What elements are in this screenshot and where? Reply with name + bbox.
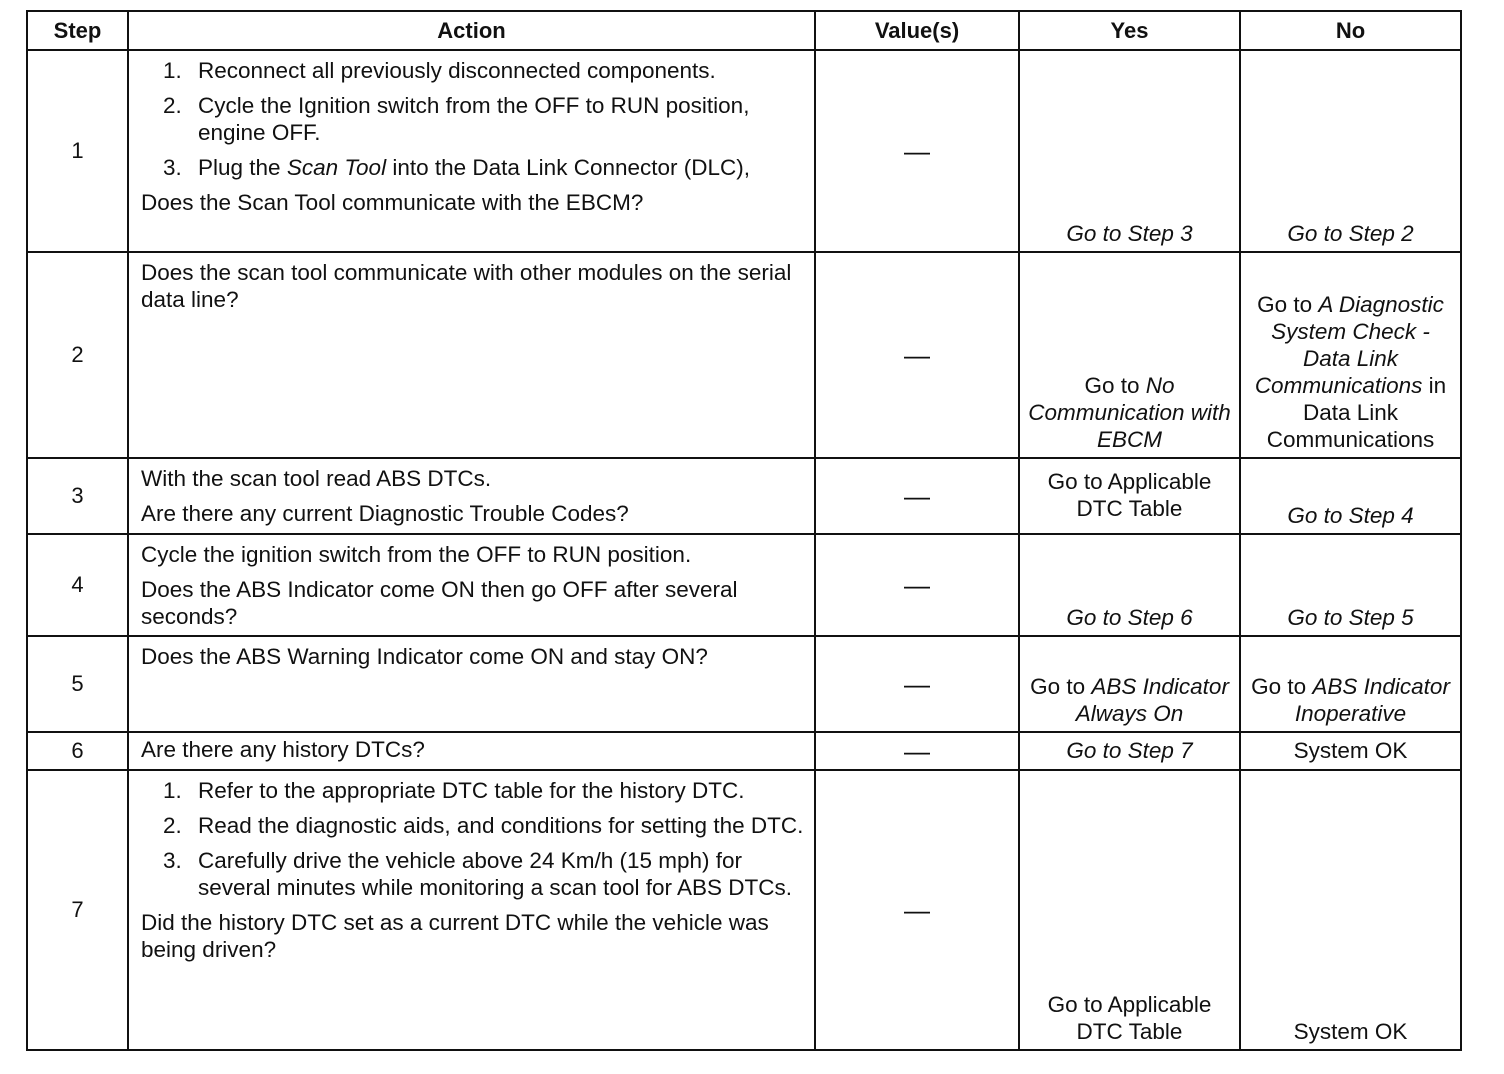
list-item: 2. Read the diagnostic aids, and conditions for setting the DTC. (163, 813, 804, 838)
table-row (27, 458, 1461, 534)
list-item: 3. Plug the Scan Tool into the Data Link Connector (DLC), (163, 155, 751, 180)
no-cell: Go to ABS Indicator Inoperative (1240, 636, 1461, 732)
yes-cell: Go to No Communication with EBCM (1019, 252, 1240, 458)
yes-cell: Go to ABS Indicator Always On (1019, 636, 1240, 732)
no-cell: Go to Step 4 (1240, 458, 1461, 534)
yes-cell: Go to Applicable DTC Table (1019, 458, 1240, 534)
value-cell: — (815, 636, 1019, 732)
action-question: Does the ABS Warning Indicator come ON and stay ON? (128, 636, 815, 732)
header-values: Value(s) (815, 11, 1019, 50)
action-instruction: Cycle the ignition switch from the OFF to RUN position. (141, 542, 692, 567)
no-cell: System OK (1240, 770, 1461, 1050)
no-cell: Go to Step 5 (1240, 534, 1461, 636)
list-item: 1. Refer to the appropriate DTC table for the history DTC. (163, 778, 745, 803)
action-instruction: With the scan tool read ABS DTCs. (141, 466, 492, 491)
value-cell: — (815, 252, 1019, 458)
header-action: Action (128, 11, 815, 50)
yes-cell: Go to Step 3 (1019, 50, 1240, 252)
action-question: Does the Scan Tool communicate with the EBCM? (141, 190, 644, 215)
header-yes: Yes (1019, 11, 1240, 50)
action-question: Are there any current Diagnostic Trouble Codes? (141, 501, 629, 526)
table-row (27, 732, 1461, 770)
no-cell: Go to Step 2 (1240, 50, 1461, 252)
table-row (27, 252, 1461, 458)
no-cell: System OK (1240, 732, 1461, 770)
step-number: 5 (27, 636, 128, 732)
table-row (27, 636, 1461, 732)
action-question: Does the ABS Indicator come ON then go OFF after several seconds? (141, 577, 738, 629)
action-question: Are there any history DTCs? (128, 732, 815, 770)
value-cell: — (815, 50, 1019, 252)
list-item: 2. Cycle the Ignition switch from the OFF to RUN position, engine OFF. (163, 93, 750, 145)
value-cell: — (815, 458, 1019, 534)
step-number: 1 (27, 50, 128, 252)
action-steps-list (141, 777, 806, 901)
yes-cell: Go to Applicable DTC Table (1019, 770, 1240, 1050)
step-number: 2 (27, 252, 128, 458)
action-question: Did the history DTC set as a current DTC while the vehicle was being driven? (141, 910, 769, 962)
no-cell: Go to A Diagnostic System Check - Data Link Communications in Data Link Communications (1240, 252, 1461, 458)
table-row (27, 770, 1461, 1050)
table-row (27, 50, 1461, 252)
step-number: 3 (27, 458, 128, 534)
diagnostic-table (26, 10, 1462, 1051)
header-row (27, 11, 1461, 50)
action-cell (128, 534, 815, 636)
action-steps-list (141, 57, 806, 181)
yes-cell: Go to Step 6 (1019, 534, 1240, 636)
step-number: 4 (27, 534, 128, 636)
action-cell (128, 770, 815, 1050)
header-step: Step (27, 11, 128, 50)
step-number: 7 (27, 770, 128, 1050)
action-question: Does the scan tool communicate with other modules on the serial data line? (128, 252, 815, 458)
value-cell: — (815, 534, 1019, 636)
table-row (27, 534, 1461, 636)
header-no: No (1240, 11, 1461, 50)
list-item: 3. Carefully drive the vehicle above 24 Km/h (15 mph) for several minutes while monitoring a scan tool for ABS DTCs. (163, 848, 792, 900)
value-cell: — (815, 732, 1019, 770)
yes-cell: Go to Step 7 (1019, 732, 1240, 770)
value-cell: — (815, 770, 1019, 1050)
action-cell (128, 458, 815, 534)
list-item: 1. Reconnect all previously disconnected components. (163, 58, 716, 83)
action-cell (128, 50, 815, 252)
step-number: 6 (27, 732, 128, 770)
